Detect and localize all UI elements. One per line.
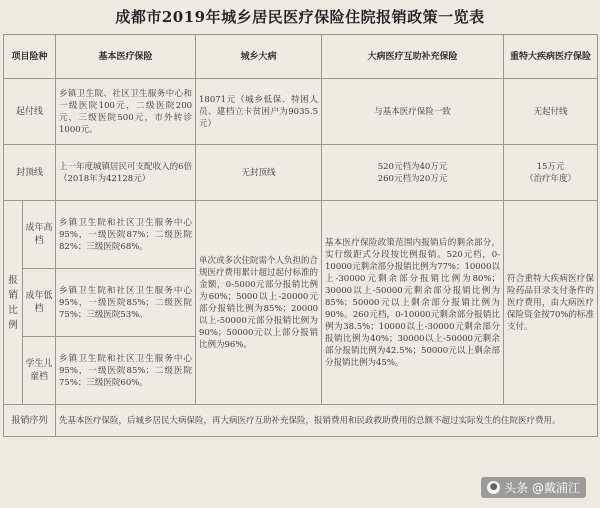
header-urban-rural-critical: 城乡大病 (196, 35, 322, 79)
cap-urban-rural: 无封顶线 (196, 145, 322, 201)
tier-label-adult-high: 成年高档 (23, 201, 56, 269)
row-label-deductible: 起付线 (4, 79, 56, 145)
toutiao-logo-icon: ● (487, 481, 500, 494)
ratio-urban-rural: 单次或多次住院需个人负担的合规医疗费用累计超过起付标准的金额，0-5000元部分报销比例为60%；5000以上-20000元部分报销比例为85%；20000以上-50000元部分报销比例为90%；50000元以上部分报销比例为96%。 (196, 201, 322, 405)
cap-basic: 上一年度城镇居民可支配收入的6倍（2018年为42128元） (56, 145, 196, 201)
policy-table (3, 34, 598, 437)
deductible-urban-rural: 18071元（城乡低保、特困人员、建档立卡贫困户为9035.5元） (196, 79, 322, 145)
header-basic-insurance: 基本医疗保险 (56, 35, 196, 79)
deductible-basic: 乡镇卫生院、社区卫生服务中心和一级医院100元，二级医院200元，三级医院500元，市外转诊1000元。 (56, 79, 196, 145)
cap-mutual-line2: 260元档为20万元 (377, 173, 448, 184)
ratio-adult-high-basic: 乡镇卫生院和社区卫生服务中心95%，一级医院87%；二级医院82%；三级医院68%。 (56, 201, 196, 269)
deductible-special: 无起付线 (504, 79, 598, 145)
cap-special-line2: （治疗年度） (525, 173, 577, 184)
tier-label-student: 学生儿童档 (23, 337, 56, 405)
watermark-text: 头条 @戴浦江 (504, 481, 580, 495)
ratio-adult-high-row (4, 201, 598, 269)
cap-row (4, 145, 598, 201)
header-project: 项目险种 (4, 35, 56, 79)
header-mutual-aid: 大病医疗互助补充保险 (322, 35, 504, 79)
ratio-adult-low-basic: 乡镇卫生院和社区卫生服务中心95%，一级医院85%；二级医院75%；三级医院53%。 (56, 269, 196, 337)
cap-mutual (322, 145, 504, 201)
ratio-special: 符合重特大疾病医疗保险药品目录支付条件的医疗费用，由大病医疗保险资金按70%的标准支付。 (504, 201, 598, 405)
ratio-student-basic: 乡镇卫生院和社区卫生服务中心95%，一级医院85%；二级医院75%；三级医院60%。 (56, 337, 196, 405)
sequence-text: 先基本医疗保险，后城乡居民大病保险，再大病医疗互助补充保险，报销费用和民政救助费用的总额不超过实际发生的住院医疗费用。 (56, 405, 598, 437)
watermark (481, 477, 586, 498)
cap-special (504, 145, 598, 201)
tier-label-adult-low: 成年低档 (23, 269, 56, 337)
deductible-mutual: 与基本医疗保险一致 (322, 79, 504, 145)
page-title: 成都市2019年城乡居民医疗保险住院报销政策一览表 (115, 8, 485, 26)
deductible-row (4, 79, 598, 145)
ratio-mutual: 基本医疗保险政策范围内报销后的剩余部分，实行级距式分段按比例报销。520元档，0-10000元剩余部分报销比例为77%；10000以上-30000元剩余部分报销比例为80%；30000以上-50000元剩余部分报销比例为85%；50000元以上剩余部分报销比例为90%。260元档，0-10000元剩余部分报销比例为38.5%；10000以上-30000元剩余部分报销比例为40%；30000以上-50000元剩余部分报销比例为42.5%；50000元以上剩余部分报销比例为45%。 (322, 201, 504, 405)
cap-special-line1: 15万元 (536, 161, 565, 172)
sequence-row (4, 405, 598, 437)
row-label-ratio: 报销比例 (4, 201, 23, 405)
header-row (4, 35, 598, 79)
row-label-cap: 封顶线 (4, 145, 56, 201)
row-label-sequence: 报销序列 (4, 405, 56, 437)
header-special-disease: 重特大疾病医疗保险 (504, 35, 598, 79)
cap-mutual-line1: 520元档为40万元 (377, 161, 448, 172)
